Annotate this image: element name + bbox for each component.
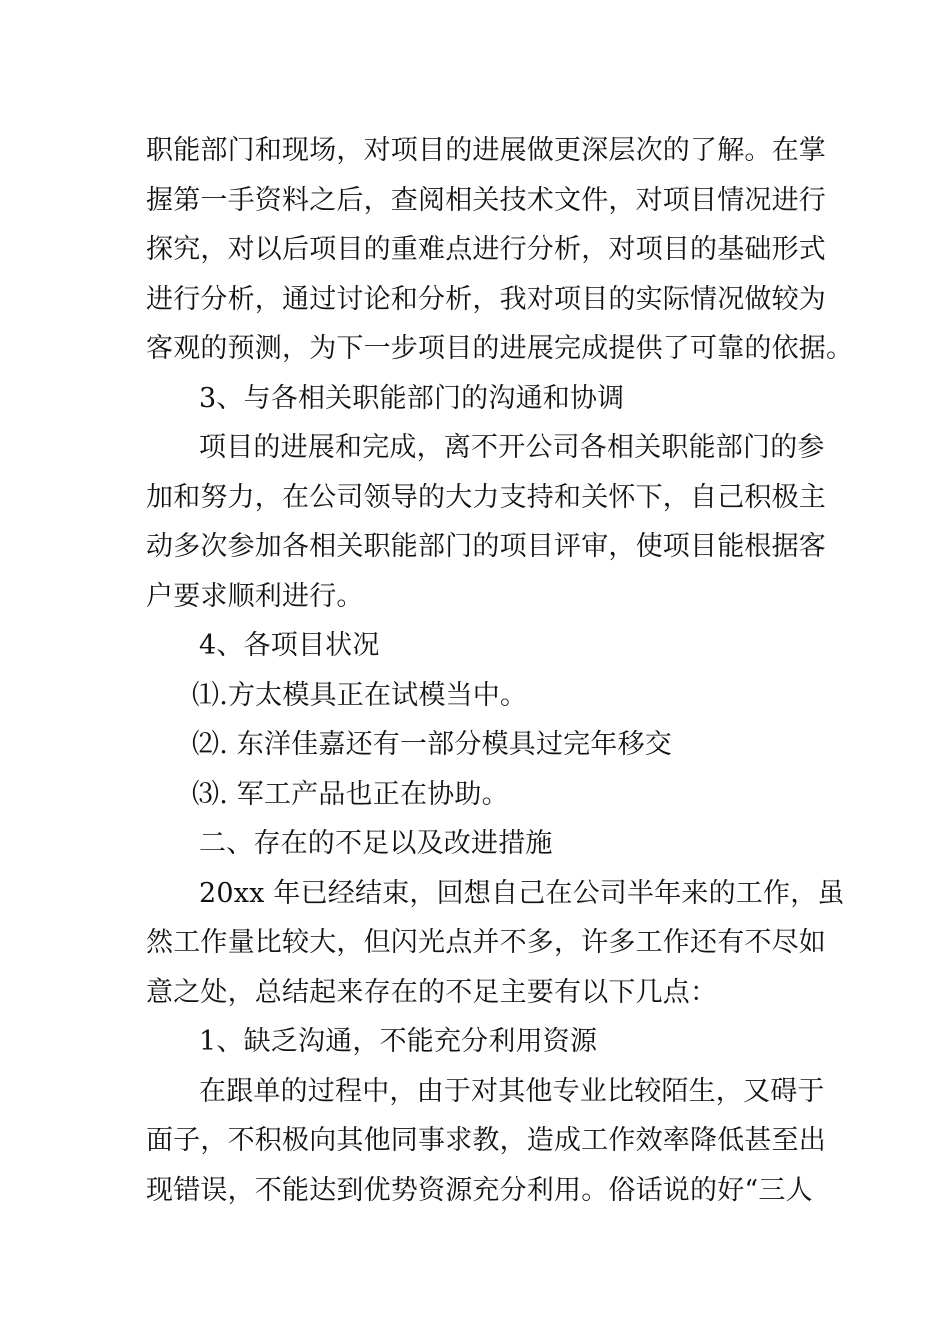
paragraph-line: 进行分析，通过讨论和分析，我对项目的实际情况做较为 [146, 283, 826, 315]
list-item: ⑴.方太模具正在试模当中。 [192, 679, 528, 711]
paragraph-line: 意之处，总结起来存在的不足主要有以下几点： [146, 976, 718, 1008]
paragraph-line: 现错误，不能达到优势资源充分利用。俗话说的好“三人 [146, 1174, 813, 1206]
paragraph-line: 户要求顺利进行。 [146, 580, 364, 612]
paragraph-line: 项目的进展和完成，离不开公司各相关职能部门的参 [199, 432, 825, 463]
paragraph-line: 在跟单的过程中，由于对其他专业比较陌生，又碍于 [199, 1075, 825, 1107]
list-item: ⑶. 军工产品也正在协助。 [192, 778, 509, 810]
section-heading: 1、缺乏沟通，不能充分利用资源 [199, 1026, 598, 1057]
paragraph-line: 职能部门和现场，对项目的进展做更深层次的了解。在掌 [146, 135, 826, 166]
section-heading: 3、与各相关职能部门的沟通和协调 [199, 382, 625, 414]
paragraph-line: 面子，不积极向其他同事求教，造成工作效率降低甚至出 [146, 1125, 826, 1156]
paragraph-line: 握第一手资料之后，查阅相关技术文件，对项目情况进行 [146, 184, 826, 216]
paragraph-line: 客观的预测，为下一步项目的进展完成提供了可靠的依据。 [146, 333, 854, 364]
paragraph-line: 加和努力，在公司领导的大力支持和关怀下，自己积极主 [146, 481, 826, 513]
section-heading: 二、存在的不足以及改进措施 [199, 828, 553, 859]
paragraph-line: 探究，对以后项目的重难点进行分析，对项目的基础形式 [146, 234, 826, 265]
section-heading: 4、各项目状况 [199, 630, 380, 661]
document-page [146, 126, 854, 1215]
paragraph-line: 20xx 年已经结束，回想自己在公司半年来的工作，虽 [199, 877, 845, 909]
paragraph-line: 动多次参加各相关职能部门的项目评审，使项目能根据客 [146, 531, 826, 562]
paragraph-line: 然工作量比较大，但闪光点并不多，许多工作还有不尽如 [146, 927, 826, 958]
list-item: ⑵. 东洋佳嘉还有一部分模具过完年移交 [192, 729, 672, 760]
